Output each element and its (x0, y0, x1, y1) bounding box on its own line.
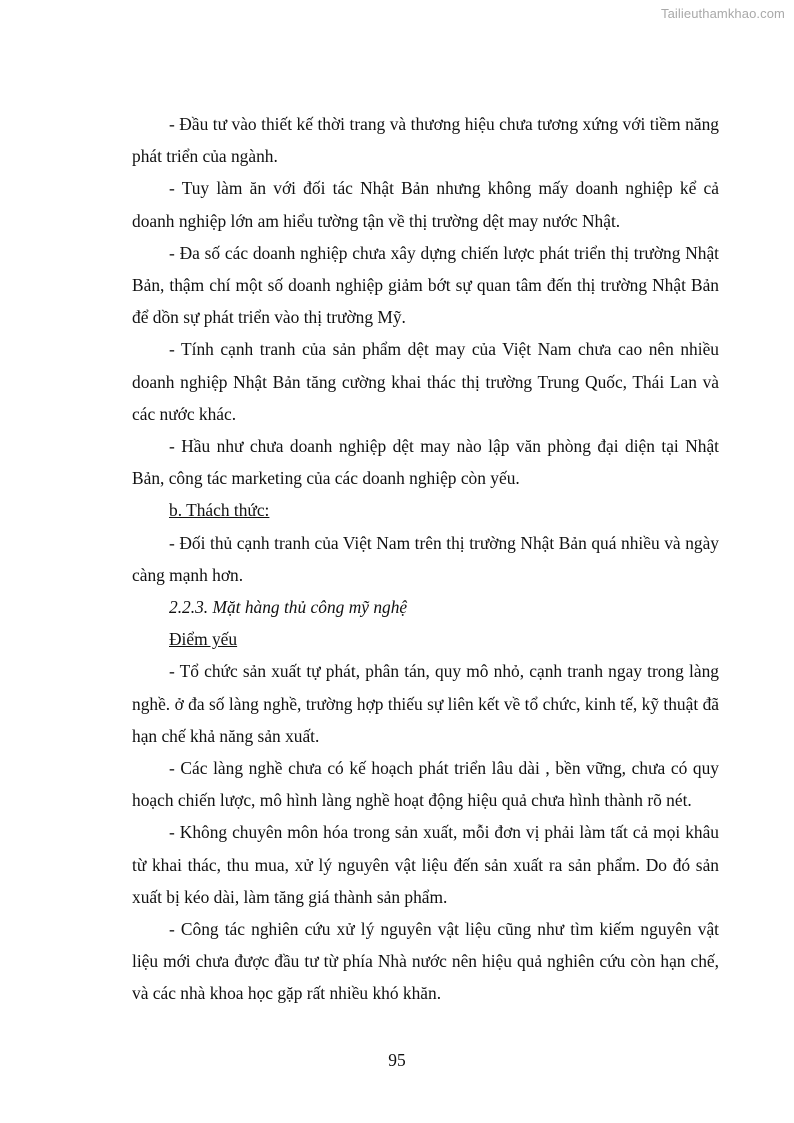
paragraph: - Đối thủ cạnh tranh của Việt Nam trên thị trường Nhật Bản quá nhiều và ngày càng mạnh hơn. (132, 532, 719, 585)
subheading-weakness (132, 623, 719, 655)
paragraph: - Không chuyên môn hóa trong sản xuất, mỗi đơn vị phải làm tất cả mọi khâu từ khai thác, thu mua, xử lý nguyên vật liệu đến sản xuất ra sản phẩm. Do đó sản xuất bị kéo dài, làm tăng giá thành sản phẩm. (132, 822, 719, 907)
watermark: Tailieuthamkhao.com (660, 6, 785, 21)
subheading-weakness-text: Điểm yếu (169, 629, 238, 650)
paragraph: - Công tác nghiên cứu xử lý nguyên vật liệu cũng như tìm kiếm nguyên vật liệu mới chưa được đầu tư từ phía Nhà nước nên hiệu quả nghiên cứu còn hạn chế, và các nhà khoa học gặp rất nhiều khó khăn. (132, 919, 719, 1004)
subheading-challenges (132, 494, 719, 526)
page-body (132, 108, 719, 1010)
paragraph: - Các làng nghề chưa có kế hoạch phát triển lâu dài , bền vững, chưa có quy hoạch chiến lược, mô hình làng nghề hoạt động hiệu quả chưa hình thành rõ nét. (132, 758, 719, 811)
page-number: 95 (388, 1050, 406, 1070)
paragraph: - Đầu tư vào thiết kế thời trang và thương hiệu chưa tương xứng với tiềm năng phát triển của ngành. (132, 114, 719, 167)
paragraph: - Tổ chức sản xuất tự phát, phân tán, quy mô nhỏ, cạnh tranh ngay trong làng nghề. ở đa số làng nghề, trường hợp thiếu sự liên kết về tổ chức, kinh tế, kỹ thuật đã hạn chế khả năng sản xuất. (132, 661, 719, 746)
subheading-challenges-text: b. Thách thức: (169, 500, 270, 521)
paragraph: - Đa số các doanh nghiệp chưa xây dựng chiến lược phát triển thị trường Nhật Bản, thậm chí một số doanh nghiệp giảm bớt sự quan tâm đến thị trường Nhật Bản để dồn sự phát triển vào thị trường Mỹ. (132, 242, 719, 328)
paragraph: - Tính cạnh tranh của sản phẩm dệt may của Việt Nam chưa cao nên nhiều doanh nghiệp Nhật Bản tăng cường khai thác thị trường Trung Quốc, Thái Lan và các nước khác. (132, 339, 719, 424)
paragraph: - Tuy làm ăn với đối tác Nhật Bản nhưng không mấy doanh nghiệp kể cả doanh nghiệp lớn am hiểu tường tận về thị trường dệt may nước Nhật. (132, 178, 719, 231)
paragraph: - Hầu như chưa doanh nghiệp dệt may nào lập văn phòng đại diện tại Nhật Bản, công tác marketing của các doanh nghiệp còn yếu. (132, 436, 719, 489)
section-title: 2.2.3. Mặt hàng thủ công mỹ nghệ (169, 597, 408, 618)
